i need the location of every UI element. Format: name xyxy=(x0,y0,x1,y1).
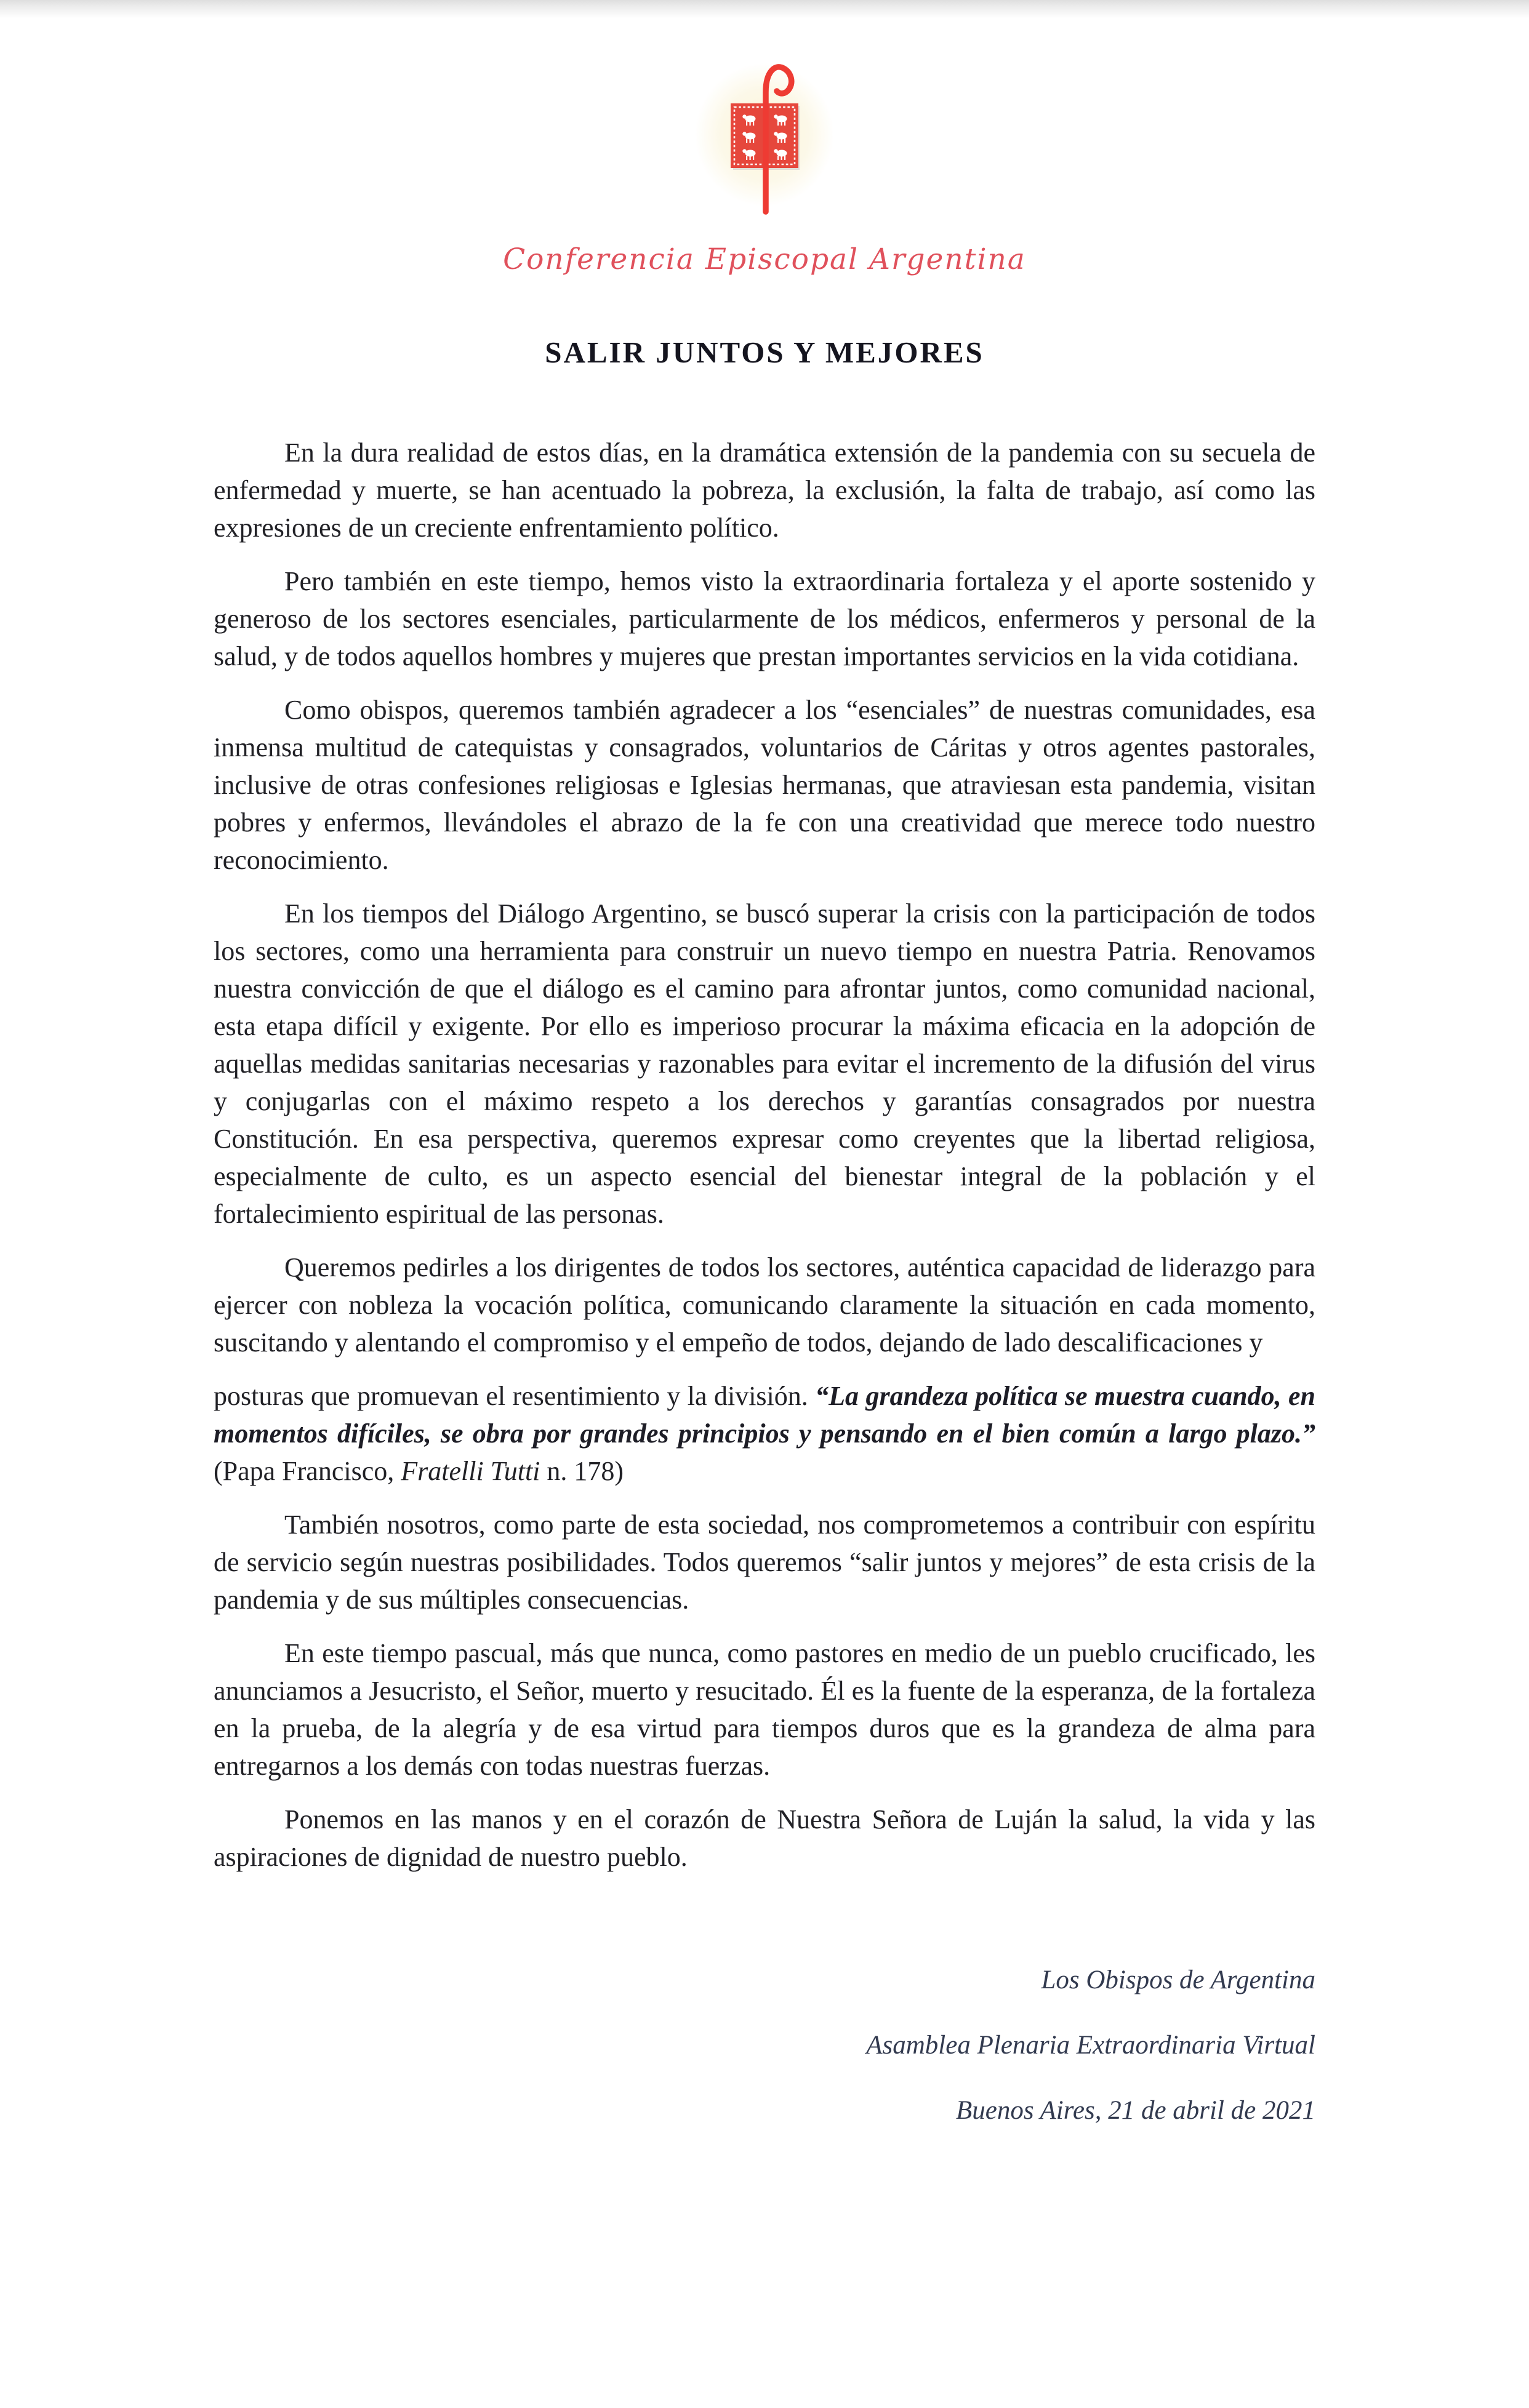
body-paragraph: En los tiempos del Diálogo Argentino, se buscó superar la crisis con la participación de todos los sectores, como una herramienta para construir un nuevo tiempo en nuestra Patria. Renovamos nuestra convicción de que el diálogo es el camino para afrontar juntos, como comunidad nacional, esta etapa difícil y exigente. Por ello es imperioso procurar la máxima eficacia en la adopción de aquellas medidas sanitarias necesarias y razonables para evitar el incremento de la difusión del virus y conjugarlas con el máximo respeto a los derechos y garantías consagrados por nuestra Constitución. En esa perspectiva, queremos expresar como creyentes que la libertad religiosa, especialmente de culto, es un aspecto esencial del bienestar integral de la población y el fortalecimiento espiritual de las personas. xyxy=(214,898,1315,1229)
signature-line: Los Obispos de Argentina xyxy=(1041,1966,1315,1994)
body-paragraph: Ponemos en las manos y en el corazón de Nuestra Señora de Luján la salud, la vida y las aspiraciones de dignidad de nuestro pueblo. xyxy=(214,1804,1315,1872)
masthead xyxy=(214,43,1315,276)
quote-paragraph xyxy=(214,1377,1315,1490)
document-body xyxy=(214,434,1315,1876)
body-paragraph: En este tiempo pascual, más que nunca, como pastores en medio de un pueblo crucificado, les anunciamos a Jesucristo, el Señor, muerto y resucitado. Él es la fuente de la esperanza, de la fortaleza en la prueba, de la alegría y de esa virtud para tiempos duros que es la grandeza de alma para entregarnos a los demás con todas nuestras fuerzas. xyxy=(214,1638,1315,1781)
citation-work: Fratelli Tutti xyxy=(401,1456,540,1486)
signature-line: Buenos Aires, 21 de abril de 2021 xyxy=(955,2096,1315,2125)
citation-suffix: n. 178) xyxy=(540,1456,624,1486)
citation-prefix: (Papa Francisco, xyxy=(214,1456,401,1486)
logo-glow xyxy=(675,43,854,226)
signature-block xyxy=(214,1962,1315,2129)
body-paragraph: Como obispos, queremos también agradecer a los “esenciales” de nuestras comunidades, esa inmensa multitud de catequistas y consagrados, voluntarios de Cáritas y otros agentes pastorales, inclusive de otras confesiones religiosas e Iglesias hermanas, que atraviesan esta pandemia, visitan pobres y enfermos, llevándoles el abrazo de la fe con una creatividad que merece todo nuestro reconocimiento. xyxy=(214,695,1315,875)
body-paragraph: Pero también en este tiempo, hemos visto la extraordinaria fortaleza y el aporte sostenido y generoso de los sectores esenciales, particularmente de los médicos, enfermeros y personal de la salud, y de todos aquellos hombres y mujeres que prestan importantes servicios en la vida cotidiana. xyxy=(214,566,1315,671)
body-paragraph: Queremos pedirles a los dirigentes de todos los sectores, auténtica capacidad de liderazgo para ejercer con nobleza la vocación política, comunicando claramente la situación en cada momento, suscitando y alentando el compromiso y el empeño de todos, dejando de lado descalificaciones y xyxy=(214,1252,1315,1358)
body-paragraph: También nosotros, como parte de esta sociedad, nos comprometemos a contribuir con espíritu de servicio según nuestras posibilidades. Todos queremos “salir juntos y mejores” de esta crisis de la pandemia y de sus múltiples consecuencias. xyxy=(214,1510,1315,1615)
page-top-shadow xyxy=(0,0,1529,18)
signature-line: Asamblea Plenaria Extraordinaria Virtual xyxy=(866,2031,1315,2060)
quote-lead: posturas que promuevan el resentimiento y la división. xyxy=(214,1381,816,1411)
crozier-stamp-logo-icon xyxy=(718,54,811,217)
document-title: SALIR JUNTOS Y MEJORES xyxy=(545,335,984,369)
body-paragraph: En la dura realidad de estos días, en la dramática extensión de la pandemia con su secuela de enfermedad y muerte, se han acentuado la pobreza, la exclusión, la falta de trabajo, así como las expresiones de un creciente enfrentamiento político. xyxy=(214,438,1315,543)
papal-quote: “La grandeza política se muestra cuando, en momentos difíciles, se obra por grandes principios y pensando en el bien común a largo plazo.” xyxy=(214,1381,1315,1449)
organization-name: Conferencia Episcopal Argentina xyxy=(503,242,1026,276)
